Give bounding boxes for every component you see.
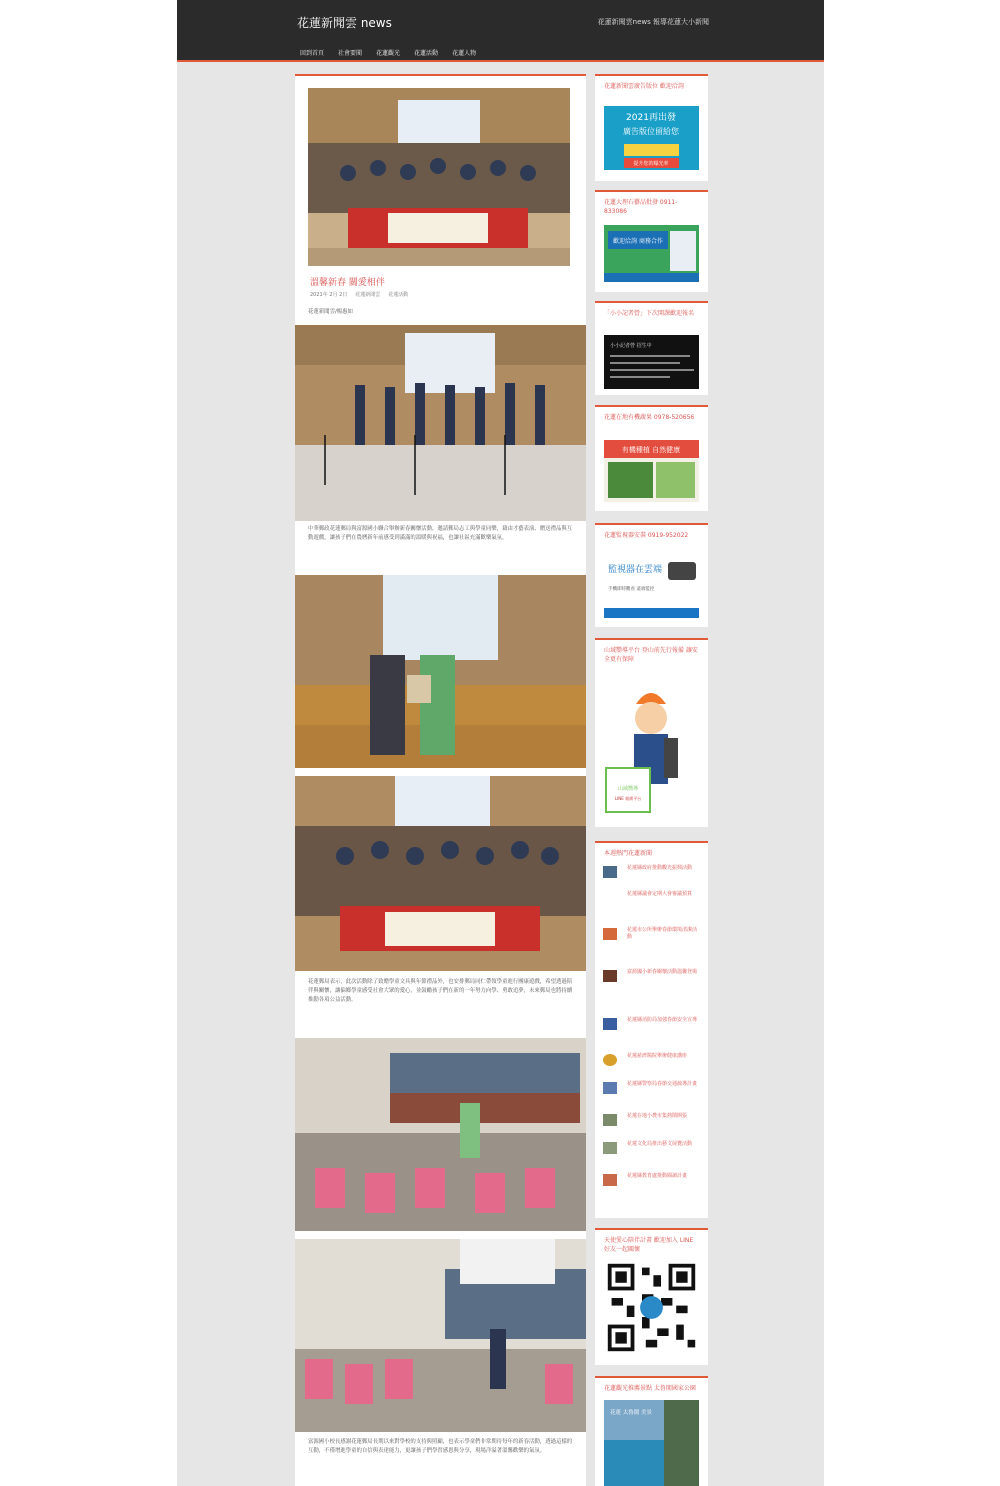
featured-image[interactable]: [308, 88, 570, 266]
widget-ad-1-title[interactable]: 花蓮新聞雲廣告版位 歡迎洽詢: [604, 83, 684, 90]
ad1-line3: 提升您的曝光率: [633, 161, 669, 167]
news-item-title[interactable]: 富源國小新春關懷活動溫馨登場: [627, 969, 698, 975]
news-item-title[interactable]: 花蓮在地小農市集熱鬧開張: [627, 1113, 688, 1119]
news-item-title[interactable]: 花蓮縣政府推動觀光振興活動: [627, 865, 693, 871]
main-content: [295, 74, 586, 1486]
article-photo-4: [295, 1038, 586, 1231]
news-thumb: [603, 1054, 617, 1066]
ad3-text: 小小記者營 招生中: [610, 343, 652, 349]
news-item[interactable]: [603, 1141, 701, 1163]
news-thumb: [603, 928, 617, 940]
post-title[interactable]: 溫馨新春 關愛相伴: [310, 278, 385, 288]
news-thumb: [603, 970, 617, 982]
article-photo-2: [295, 575, 586, 768]
news-thumb: [603, 1142, 617, 1154]
post-paragraph-3: 富源國小校長感謝花蓮郵局長期以來對學校的支持與照顧，也表示學童們非常期待每年的新春活動，透過這樣的互動，不僅增進學童的自信與表達能力，更讓孩子們學習感恩與分享，現場洋溢著溫馨歡樂的氣氛。: [308, 1439, 573, 1454]
news-item[interactable]: [603, 1053, 701, 1075]
widget-ad-5-title[interactable]: 花蓮監視器安裝 0919-952022: [604, 532, 689, 539]
ad4-text: 有機種植 自然健康: [621, 446, 681, 454]
widget-ad-2: [595, 190, 708, 292]
site-title[interactable]: 花蓮新聞雲 news: [297, 16, 392, 30]
post-meta: [310, 291, 408, 298]
news-item[interactable]: [603, 891, 701, 913]
widget-qr: [595, 1228, 708, 1365]
ad-banner-3[interactable]: [604, 335, 699, 389]
news-item[interactable]: [603, 1017, 701, 1039]
news-item[interactable]: [603, 1173, 701, 1195]
site-header: [177, 0, 824, 62]
article-photo-5: [295, 1239, 586, 1432]
widget-ad-1: [595, 74, 708, 181]
widget-news-title: 本週熱門花蓮新聞: [604, 850, 653, 857]
ad1-line1: 2021再出發: [626, 113, 676, 123]
news-item-title[interactable]: 花蓮縣議會定期大會審議預算: [627, 891, 693, 897]
news-item[interactable]: [603, 1081, 701, 1103]
post-paragraph-1: 中華郵政花蓮郵局與富源國小聯合舉辦新春關懷活動，邀請郵局志工與學童同樂，藉由才藝表演、贈送禮品與互動遊戲，讓孩子們在農曆新年前感受到滿滿的溫暖與祝福，也讓社區充滿歡樂氣氛。: [308, 526, 573, 541]
news-item-title[interactable]: 花蓮縣消防局加強春節安全宣導: [627, 1017, 698, 1023]
news-item-title[interactable]: 花蓮市公所舉辦春節環境清潔活動: [627, 927, 698, 940]
widget-ad-2-title[interactable]: 花蓮大理石藝品批發 0911-833086: [604, 199, 678, 215]
ad-banner-6[interactable]: [604, 678, 699, 818]
news-thumb: [603, 1174, 617, 1186]
ad5-line2: 手機即時觀看 遠端監控: [608, 587, 655, 592]
widget-qr-title[interactable]: 天使愛心陪伴計畫 歡迎加入 LINE 好友一起關懷: [604, 1237, 694, 1253]
news-thumb: [603, 1114, 617, 1126]
widget-tourism: [595, 1376, 708, 1486]
widget-ad-3: [595, 301, 708, 395]
news-item-title[interactable]: 花蓮文化局推出藝文展覽活動: [627, 1141, 693, 1147]
widget-ad-5: [595, 523, 708, 627]
tourism-text: 花蓮 太魯閣 美景: [610, 1410, 652, 1416]
site-description: 花蓮新聞雲news 報導花蓮大小新聞: [597, 18, 709, 26]
news-item[interactable]: [603, 969, 701, 991]
news-thumb: [603, 866, 617, 878]
widget-news: [595, 841, 708, 1218]
news-thumb: [603, 1018, 617, 1030]
ad6-badge-2: LINE 報備平台: [614, 796, 642, 801]
ad-banner-2[interactable]: [604, 225, 699, 282]
news-item-title[interactable]: 花蓮縣教育處推動閱讀計畫: [627, 1173, 688, 1179]
news-item[interactable]: [603, 865, 701, 887]
ad5-line1: 監視器在雲端: [608, 565, 663, 575]
nav-events[interactable]: 花蓮活動: [414, 50, 439, 57]
widget-ad-4-title[interactable]: 花蓮在地有機蔬果 0978-520656: [604, 414, 695, 421]
ad1-line2: 廣告版位留給您: [623, 127, 679, 136]
nav-people[interactable]: 花蓮人物: [452, 50, 477, 57]
qr-code[interactable]: [604, 1260, 699, 1355]
widget-ad-6-title[interactable]: 山域嚮導平台 登山前先行報備 讓安全更有保障: [604, 647, 698, 663]
nav-tourism[interactable]: 花蓮觀光: [376, 50, 401, 57]
nav-home[interactable]: 回到首頁: [300, 50, 325, 57]
main-nav: [300, 48, 476, 57]
ad2-text: 歡迎洽詢 商務合作: [613, 238, 663, 245]
nav-society[interactable]: 社會要聞: [338, 50, 363, 57]
news-item-title[interactable]: 花蓮縣警察局春節交通疏導計畫: [627, 1081, 698, 1087]
post-date: 2021年 2月 2日: [310, 292, 348, 298]
widget-tourism-title[interactable]: 花蓮觀光推薦景點 太魯閣國家公園: [604, 1385, 696, 1392]
ad-banner-1[interactable]: [604, 106, 699, 170]
post-intro: 花蓮新聞雲/楊惠如: [308, 309, 353, 315]
news-item-title[interactable]: 花蓮慈濟醫院舉辦健康講座: [627, 1053, 688, 1059]
widget-ad-4: [595, 405, 708, 511]
widget-ad-6: [595, 638, 708, 827]
tourism-banner[interactable]: [604, 1400, 699, 1486]
ad6-badge-1: 山域嚮導: [617, 786, 639, 792]
article-photo-3: [295, 776, 586, 971]
post-paragraph-2: 花蓮郵局表示，此次活動除了致贈學童文具與年節禮品外，也安排郵局同仁帶領學童進行團康遊戲，希望透過陪伴與關懷，讓偏鄉學童感受社會大眾的愛心，並鼓勵孩子們在新的一年努力向學、勇敢追夢，未來郵局也將持續推動各項公益活動。: [308, 979, 573, 1003]
widget-ad-3-title[interactable]: 「小小記者營」下次開課歡迎報名: [604, 310, 695, 317]
post-author[interactable]: 花蓮新聞雲: [355, 292, 381, 298]
news-item[interactable]: [603, 1113, 701, 1135]
article-photo-1: [295, 325, 586, 521]
page-wrapper: [177, 0, 824, 1486]
news-item[interactable]: [603, 927, 701, 949]
news-thumb: [603, 1082, 617, 1094]
post-category[interactable]: 花蓮活動: [388, 292, 409, 298]
ad-banner-5[interactable]: [604, 558, 699, 618]
ad-banner-4[interactable]: [604, 440, 699, 502]
